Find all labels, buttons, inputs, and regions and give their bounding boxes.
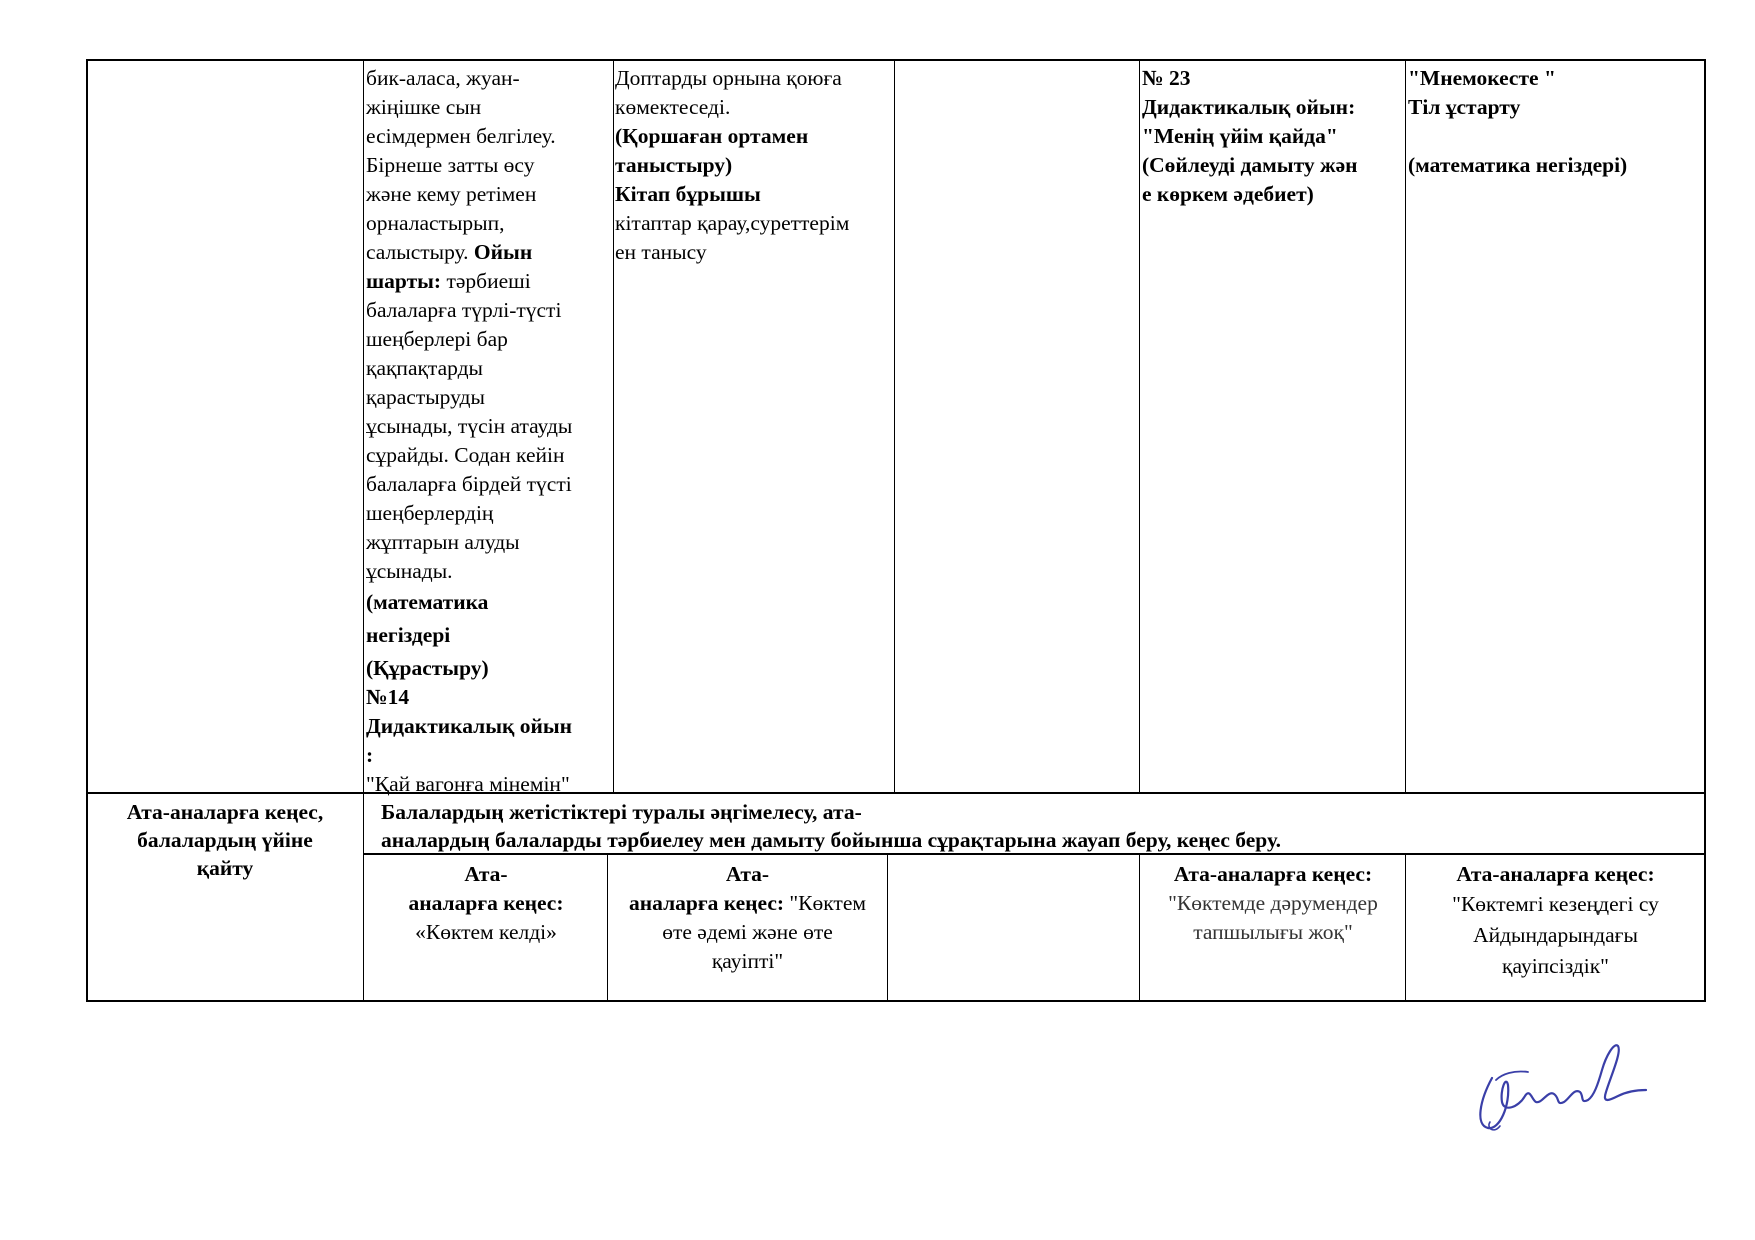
col-line-4	[1139, 59, 1140, 793]
col-line-3-r1	[894, 59, 895, 793]
handwritten-signature	[1470, 1030, 1650, 1140]
col-line-4-r3	[1139, 854, 1140, 1001]
row1-col2-game-rule-label: Ойын шарты:	[366, 240, 533, 293]
row3-col2-text: «Көктем келді»	[415, 920, 557, 944]
row1-col2-text1: бик-аласа, жуан- жіңішке сын есімдермен белгілеу. Бірнеше затты өсу және кему ретімен орналастырып, салыстыру.	[366, 66, 556, 264]
col-line-5-r3	[1405, 854, 1406, 1001]
row1-col3-text2: кітаптар қарау,суреттерім ен танысу	[615, 211, 850, 264]
row3-col3-text: "Көктем өте әдемі және өте қауіпті"	[662, 891, 866, 973]
row1-col2-subject: (математика негіздері	[366, 590, 489, 647]
table-border-bottom	[86, 1000, 1706, 1002]
table-border-top	[86, 59, 1706, 61]
row1-col3-bold: (Қоршаған ортамен таныстыру) Кітап бұрышы	[615, 124, 809, 206]
row3-col3-heading: Ата- аналарға кеңес:	[629, 862, 785, 915]
row1-col2-game-title: "Қай вагонға мінемін"	[366, 772, 570, 796]
row3-col2-heading: Ата- аналарға кеңес:	[408, 862, 564, 915]
row1-col2-activity: (Құрастыру) №14 Дидактикалық ойын :	[366, 656, 573, 767]
row1-col5-cell: № 23 Дидактикалық ойын: "Менің үйім қайда" (Сөйлеуді дамыту жән е көркем әдебиет)	[1142, 66, 1358, 206]
col-line-2-r1	[613, 59, 614, 793]
row3-col5-heading: Ата-аналарға кеңес:	[1173, 862, 1373, 886]
row1-col2-text2: тәрбиеші балаларға түрлі-түсті шеңберлері бар қақпақтарды қарастыруды ұсынады, түсін атауды сұрайды. Содан кейін балаларға бірдей түсті шеңберлердің жұптарын алуды ұсынады.	[366, 269, 573, 583]
col-line-1	[363, 59, 364, 1002]
col-line-5	[1405, 59, 1406, 793]
row1-col2-cell	[366, 64, 612, 799]
row2-merged-cell: Балалардың жетістіктері туралы әңгімелесу, ата- аналардың балаларды тәрбиелеу мен дамыту бойынша сұрақтарына жауап беру, кеңес беру.	[381, 800, 1281, 852]
row3-col3-cell	[609, 860, 886, 976]
row3-col6-text: "Көктемгі кезеңдегі су Айдындарындағы қауіпсіздік"	[1452, 892, 1659, 978]
row1-col3-text1: Доптарды орнына қоюға көмектеседі.	[615, 66, 842, 119]
row3-col6-cell	[1408, 860, 1703, 982]
row3-col6-heading: Ата-аналарға кеңес:	[1456, 862, 1655, 886]
row3-col2-cell	[366, 860, 606, 947]
row2-label-cell: Ата-аналарға кеңес, балалардың үйіне қайту	[126, 800, 324, 880]
row3-col5-cell	[1142, 860, 1404, 947]
row1-col6-cell: "Мнемокесте " Тіл ұстарту (математика негіздері)	[1408, 66, 1628, 177]
row-divider-1	[86, 792, 1706, 794]
row3-col5-text: "Көктемде дәрумендер тапшылығы жоқ"	[1168, 891, 1378, 944]
col-line-3-r3	[887, 854, 888, 1001]
col-line-2-r3	[607, 854, 608, 1001]
row1-col3-cell	[615, 64, 894, 267]
table-border-right	[1704, 59, 1706, 1002]
table-border-left	[86, 59, 88, 1002]
